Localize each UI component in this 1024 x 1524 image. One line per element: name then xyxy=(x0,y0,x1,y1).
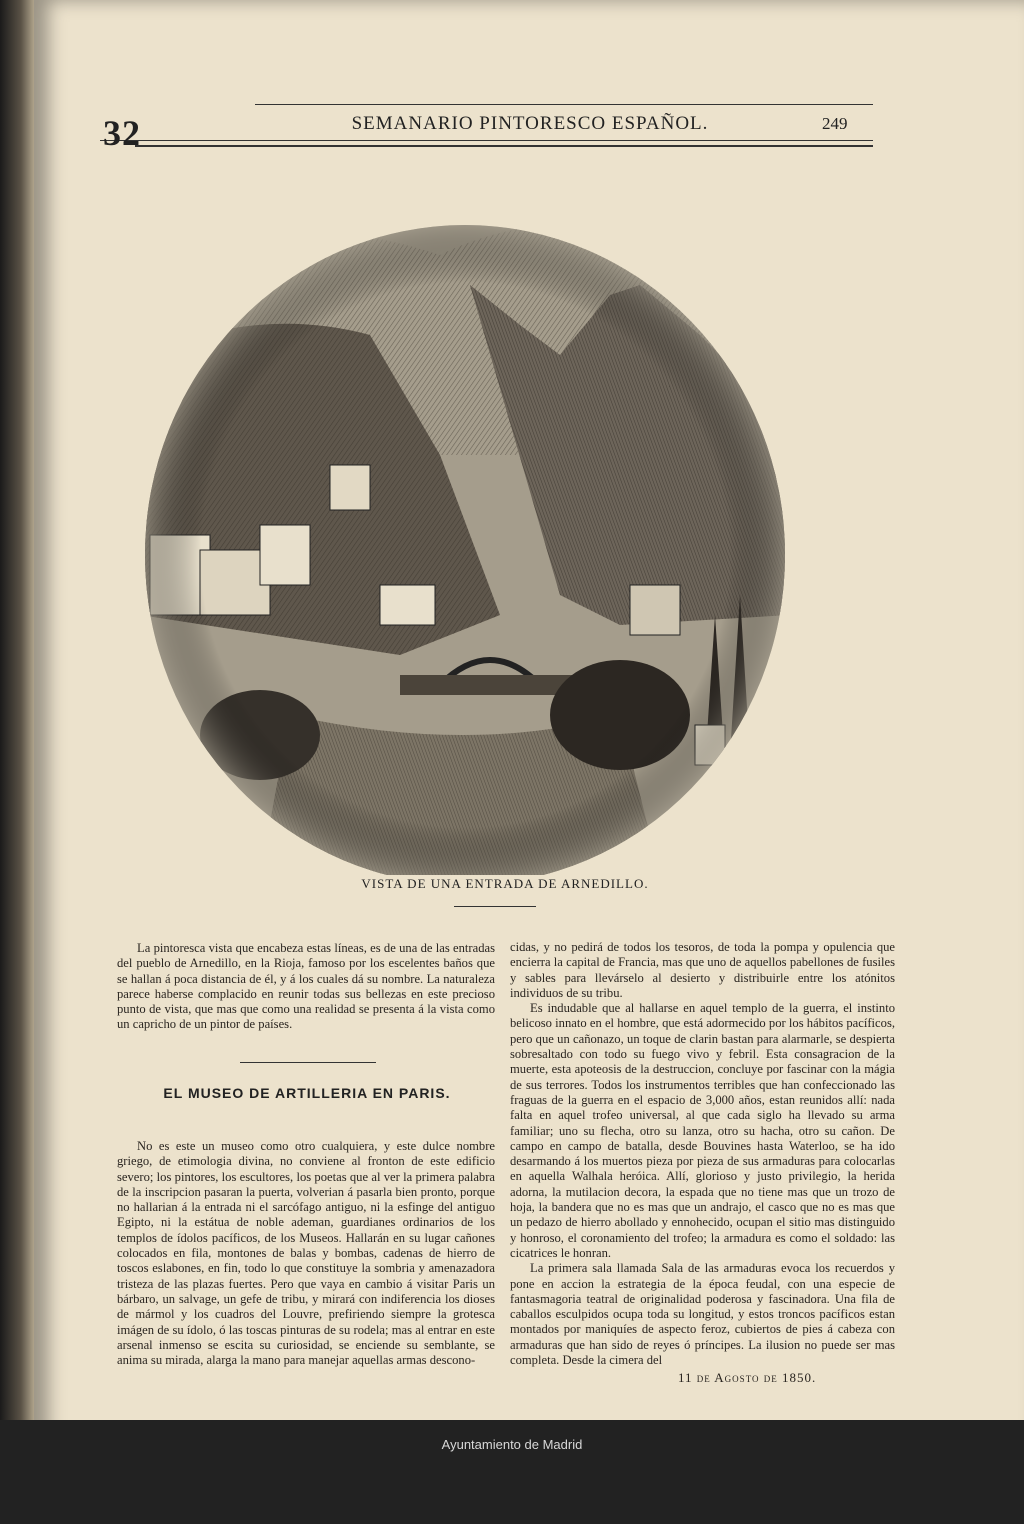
intro-paragraph-column xyxy=(117,941,495,1033)
article-paragraph: Es indudable que al hallarse en aquel templo de la guerra, el instinto belicoso innato en el hombre, que está adormecido por los hábitos pacíficos, pero que un cañonazo, un toque de clarin bastan para alarmarle, se despierta sobresaltado con todo su fuego vivo y febril. Esta consagracion de la muerte, esta apoteosis de la destruccion, concluye por fascinar con la mágia de sus terrores. Todos los instrumentos terribles que han confeccionado las fraguas de la guerra en el espacio de 3,000 años, estan reunidos allí: nada falta en aquel trofeo universal, al que cada siglo ha llevado su arma familiar; uno su flecha, otro su lanza, otro su hacha, otro su cañon. De campo en campo de batalla, desde Bouvines hasta Waterloo, se ha ido desarmando á los muertos pieza por pieza de sus armaduras para colocarlas en aquella Walhala heróica. Allí, glorioso y justo privilegio, la herida adorna, la mutilacion decora, la espada que no tiene mas que un trozo de hoja, la bandera que no es mas que un andrajo, el casco que no es mas que un pedazo de hierro abollado y ennohecido, ocupan el sitio mas distinguido y honroso, el coronamiento del trofeo; la armadura es como el soldado: las cicatrices le honran. xyxy=(510,1001,895,1260)
article-title: EL MUSEO DE ARTILLERIA EN PARIS. xyxy=(163,1085,451,1101)
footer-credit: Ayuntamiento de Madrid xyxy=(441,1437,583,1452)
caption-rule xyxy=(454,906,536,907)
footer-bar xyxy=(0,1420,1024,1524)
header-bottom-rule xyxy=(100,140,873,141)
section-divider xyxy=(240,1062,376,1063)
header-top-rule xyxy=(255,104,873,105)
engraving-illustration xyxy=(140,195,790,875)
issue-date: 11 de Agosto de 1850. xyxy=(678,1370,817,1385)
page-number-left: 32 xyxy=(103,113,141,153)
header-double-rule xyxy=(135,145,873,147)
article-paragraph: cidas, y no pedirá de todos los tesoros, de toda la pompa y opulencia que encierra la capital de Francia, mas que uno de aquellos pabellones de fusiles y sables para llevárselo al desierto y distribuirle entre los atónitos individuos de su tribu. xyxy=(510,940,895,1000)
article-paragraph: La primera sala llamada Sala de las armaduras evoca los recuerdos y pone en accion la estrategia de la época feudal, con una especie de fantasmagoria teatral de originalidad poderosa y fascinadora. Una fila de caballos esculpidos ocupa toda su longitud, y estos troncos pacíficos estan montados por maniquíes de aspecto feroz, cubiertos de pies á cabeza con armaduras que han sido de reyes ó príncipes. La ilusion no puede ser mas completa. Desde la cimera del xyxy=(510,1261,895,1368)
article-left-column xyxy=(117,1139,495,1368)
adjacent-page-edge xyxy=(0,0,38,1524)
intro-paragraph: La pintoresca vista que encabeza estas líneas, es de una de las entradas del pueblo de Arnedillo, en la Rioja, famoso por los escelentes baños que se hallan á poca distancia de él, y á los cuales dá su nombre. La naturaleza parece haberse complacido en reunir todas sus bellezas en este precioso punto de vista, que mas que como una realidad se presenta á la vista como un capricho de un pintor de países. xyxy=(117,941,495,1032)
page-number-right: 249 xyxy=(822,114,848,133)
article-paragraph: No es este un museo como otro cualquiera, y este dulce nombre griego, de etimologia divina, no conviene al fronton de este edificio severo; los pintores, los escultores, los poetas que al ver la primera palabra de la inscripcion pasaran la puerta, volverian á pasarla bien pronto, porque no hallarian á la entrada ni el sarcófago antiguo, ni la esfinge del antiguo Egipto, ni la estátua de noble ademan, guardianes ordinarios de los templos de ídolos pacíficos, de los Museos. Hallarán en su lugar cañones colocados en fila, montones de balas y bombas, cadenas de hierro de toscos eslabones, en fin, todo lo que constituye la sombria y amenazadora tristeza de las plazas fuertes. Pero que vaya en cambio á visitar Paris un bárbaro, un salvage, un gefe de tribu, y mirará con indiferencia los dioses de mármol y los cuadros del Louvre, prefiriendo siempre la grotesca imágen de su ídolo, ó las toscas pinturas de su rodela; mas al entrar en este arsenal inmenso se escita su curiosidad, se enciende su semblante, se anima su mirada, alarga la mano para manejar aquellas armas descono- xyxy=(117,1139,495,1368)
illustration-caption: VISTA DE UNA ENTRADA DE ARNEDILLO. xyxy=(361,876,649,891)
article-right-column xyxy=(510,940,895,1368)
journal-title: SEMANARIO PINTORESCO ESPAÑOL. xyxy=(351,113,709,134)
